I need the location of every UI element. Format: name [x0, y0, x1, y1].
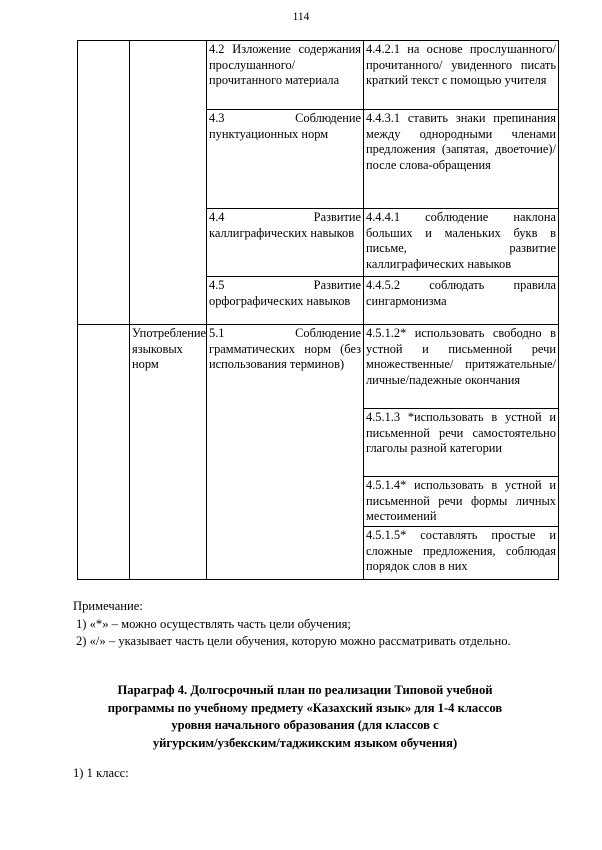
table-cell-objective: 4.5.1.2* использовать свободно в устной и письменной речи множественные/ притяжательные/ личные/падежные окончания — [364, 325, 559, 409]
heading-line: Параграф 4. Долгосрочный план по реализации Типовой учебной — [117, 683, 493, 697]
table-row — [78, 325, 559, 409]
table-cell-objective: 4.4.5.2 соблюдать правила сингармонизма — [364, 277, 559, 325]
table-cell-objective: 4.4.2.1 на основе прослушанного/ прочитанного/ увиденного писать краткий текст с помощью учителя — [364, 41, 559, 110]
page-number: 114 — [292, 11, 310, 23]
table-cell-goal: 4.4 Развитие каллиграфических навыков — [207, 209, 364, 277]
table-cell-subsection: Употребление языковых норм — [130, 325, 207, 580]
table-cell-objective: 4.5.1.3 *использовать в устной и письменной речи самостоятельно глаголы разной категории — [364, 409, 559, 477]
table-cell-subsection — [130, 41, 207, 325]
table-cell-objective: 4.5.1.4* использовать в устной и письменной речи формы личных местоимений — [364, 477, 559, 527]
heading-line: уйгурским/узбекским/таджикским языком обучения) — [152, 735, 458, 750]
table-cell-goal: 4.3 Соблюдение пунктуационных норм — [207, 110, 364, 209]
paragraph-heading — [70, 682, 540, 752]
table-cell-objective: 4.4.4.1 соблюдение наклона больших и маленьких букв в письме, развитие каллиграфических навыков — [364, 209, 559, 277]
note-title: Примечание: — [73, 599, 143, 613]
table-cell-goal: 4.2 Изложение содержания прослушанного/прочитанного материала — [207, 41, 364, 110]
long-term-plan-table — [77, 40, 559, 580]
note-item: 1) «*» – можно осуществлять часть цели обучения; — [76, 616, 351, 631]
table-row — [78, 41, 559, 110]
table-cell-objective: 4.5.1.5* составлять простые и сложные предложения, соблюдая порядок слов в них — [364, 527, 559, 580]
heading-line: уровня начального образования (для классов с — [171, 718, 439, 733]
table-cell-goal: 4.5 Развитие орфографических навыков — [207, 277, 364, 325]
grade-list-item: 1) 1 класс: — [73, 766, 129, 780]
note-item: 2) «/» – указывает часть цели обучения, которую можно рассматривать отдельно. — [76, 634, 511, 648]
table-cell-section — [78, 41, 130, 325]
table-cell-section — [78, 325, 130, 580]
table-cell-objective: 4.4.3.1 ставить знаки препинания между однородными членами предложения (запятая, двоеточие)/ после слова-обращения — [364, 110, 559, 209]
table-cell-goal: 5.1 Соблюдение грамматических норм (без использования терминов) — [207, 325, 364, 580]
heading-line: программы по учебному предмету «Казахский язык» для 1-4 классов — [107, 700, 503, 715]
note-block — [73, 598, 511, 651]
